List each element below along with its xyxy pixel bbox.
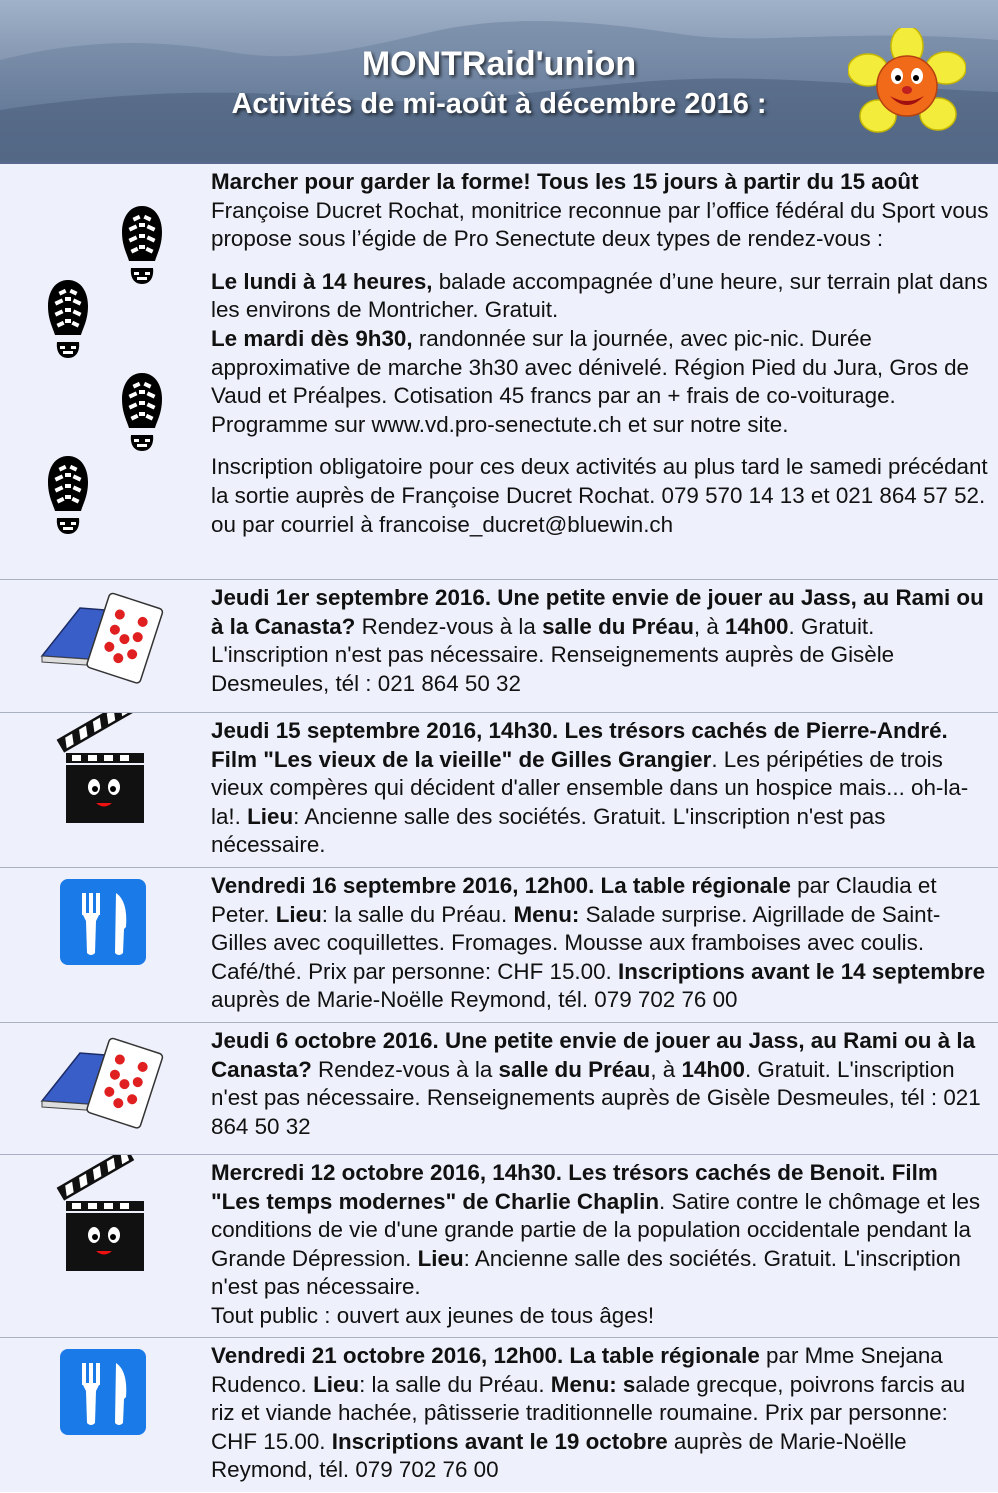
text-segment: Rendez-vous à la: [311, 1056, 499, 1082]
text-segment: alade grecque, poivrons farcis au riz et viande hachée, pâtisserie traditionnelle roumaine. Prix par personne: CHF 15.00.: [211, 1371, 966, 1454]
venue-label: Lieu: [275, 901, 322, 927]
activity-text: [211, 717, 993, 860]
text-segment: , à: [650, 1056, 682, 1082]
deadline-label: Inscriptions avant le 19 octobre: [331, 1428, 668, 1454]
text-segment: Rendez-vous à la: [355, 613, 543, 639]
text-segment: . Satire contre le chômage et les conditions de vie d'une grande partie de la population occidentale pendant la Grande Dépression.: [211, 1188, 981, 1271]
text-segment: par Claudia et Peter.: [211, 873, 937, 927]
activity-text: [211, 584, 993, 698]
venue-label: Lieu: [247, 803, 294, 829]
footprints-icon: [0, 164, 205, 579]
clapperboard-icon: [0, 713, 205, 867]
text-segment: . Gratuit. L'inscription n'est pas nécessaire. Renseignements auprès de Gisèle Desmeules, tél : 021 864 50 32: [211, 1056, 981, 1139]
activity-text: [211, 1027, 993, 1141]
time-label: 14h00: [681, 1056, 745, 1082]
restaurant-icon: [0, 868, 205, 1022]
activity-description: Françoise Ducret Rochat, monitrice reconnue par l’office fédéral du Sport vous propose sous l’égide de Pro Senectute deux types de rendez-vous :: [211, 197, 989, 252]
text-segment: : la salle du Préau.: [321, 901, 514, 927]
activity-text: [211, 872, 993, 1015]
playing-cards-icon: [0, 1023, 205, 1154]
activity-row-film-september: [0, 712, 998, 867]
activity-row-cards-september: [0, 579, 998, 712]
header-banner: [0, 0, 998, 162]
restaurant-icon: [0, 1338, 205, 1492]
text-segment: auprès de Marie-Noëlle Reymond, tél. 079 702 76 00: [211, 987, 738, 1013]
audience-note: Tout public : ouvert aux jeunes de tous âges!: [211, 1302, 655, 1328]
page-title: MONTRaid'union: [361, 45, 637, 83]
text-segment: par Mme Snejana Rudenco.: [211, 1343, 943, 1397]
sun-flower-logo-icon: [848, 28, 966, 140]
activity-row-cards-october: [0, 1022, 998, 1154]
activity-row-film-october: [0, 1154, 998, 1337]
activity-headline: Vendredi 21 octobre 2016, 12h00. La table régionale: [211, 1343, 760, 1368]
activity-row-lunch-october: [0, 1337, 998, 1492]
menu-label: Menu:: [513, 901, 580, 927]
registration-text: Inscription obligatoire pour ces deux activités au plus tard le samedi précédant la sortie auprès de Françoise Ducret Rochat. 079 570 14 13 et 021 864 57 52. ou par courriel à francoise_ducret@bluewin.ch: [211, 454, 988, 537]
activity-text: [211, 168, 993, 539]
text-segment: Salade surprise. Aigrillade de Saint-Gilles avec coquillettes. Fromages. Mousse aux framboises avec coulis. Café/thé. Prix par personne: CHF 15.00.: [211, 901, 941, 984]
text-segment: : Ancienne salle des sociétés. Gratuit. L'inscription n'est pas nécessaire.: [211, 1245, 961, 1300]
page-subtitle: Activités de mi-août à décembre 2016 :: [231, 88, 767, 120]
text-segment: . Gratuit. L'inscription n'est pas nécessaire. Renseignements auprès de Gisèle Desmeules, tél : 021 864 50 32: [211, 613, 895, 696]
time-label: 14h00: [725, 613, 789, 639]
activities-table: [0, 162, 998, 1492]
text-segment: : Ancienne salle des sociétés. Gratuit. L'inscription n'est pas nécessaire.: [211, 803, 886, 858]
activity-headline: Jeudi 1er septembre 2016. Une petite envie de jouer au Jass, au Rami ou à la Canasta?: [211, 585, 984, 639]
activity-headline: Mercredi 12 octobre 2016, 14h30. Les trésors cachés de Benoit. Film "Les temps modernes" de Charlie Chaplin: [211, 1160, 938, 1214]
activity-headline: Marcher pour garder la forme! Tous les 15 jours à partir du 15 août: [211, 169, 919, 194]
text-segment: auprès de Marie-Noëlle Reymond, tél. 079 702 76 00: [211, 1428, 907, 1483]
activity-row-walking: [0, 162, 998, 579]
venue-label: salle du Préau: [542, 613, 694, 639]
deadline-label: Inscriptions avant le 14 septembre: [617, 958, 986, 984]
monday-walk-text: balade accompagnée d’une heure, sur terrain plat dans les environs de Montricher. Gratuit.: [211, 268, 988, 323]
text-segment: . Les péripéties de trois vieux compères qui décident d'aller ensemble dans un hospice mais... oh-la-la!.: [211, 746, 969, 829]
activity-text: [211, 1342, 993, 1485]
monday-walk-label: Le lundi à 14 heures,: [211, 268, 433, 294]
playing-cards-icon: [0, 580, 205, 712]
tuesday-hike-text: randonnée sur la journée, avec pic-nic. Durée approximative de marche 3h30 avec dénivelé. Région Pied du Jura, Gros de Vaud et Préalpes. Cotisation 45 francs par an + frais de co-voiturage. Programme sur www.vd.pro-senectute.ch et sur notre site.: [211, 325, 969, 437]
activity-headline: Jeudi 6 octobre 2016. Une petite envie de jouer au Jass, au Rami ou à la Canasta?: [211, 1028, 976, 1082]
tuesday-hike-label: Le mardi dès 9h30,: [211, 325, 413, 351]
activity-text: [211, 1159, 993, 1331]
text-segment: : la salle du Préau.: [359, 1371, 551, 1397]
venue-label: Lieu: [417, 1245, 464, 1271]
activity-headline: Jeudi 15 septembre 2016, 14h30. Les trésors cachés de Pierre-André. Film "Les vieux de la vieille" de Gilles Grangier: [211, 718, 948, 772]
text-segment: , à: [693, 613, 726, 639]
clapperboard-icon: [0, 1155, 205, 1337]
venue-label: salle du Préau: [498, 1056, 651, 1082]
activity-row-lunch-september: [0, 867, 998, 1022]
activity-headline: Vendredi 16 septembre 2016, 12h00. La table régionale: [211, 873, 791, 898]
menu-label: Menu: s: [550, 1371, 636, 1397]
venue-label: Lieu: [313, 1371, 360, 1397]
